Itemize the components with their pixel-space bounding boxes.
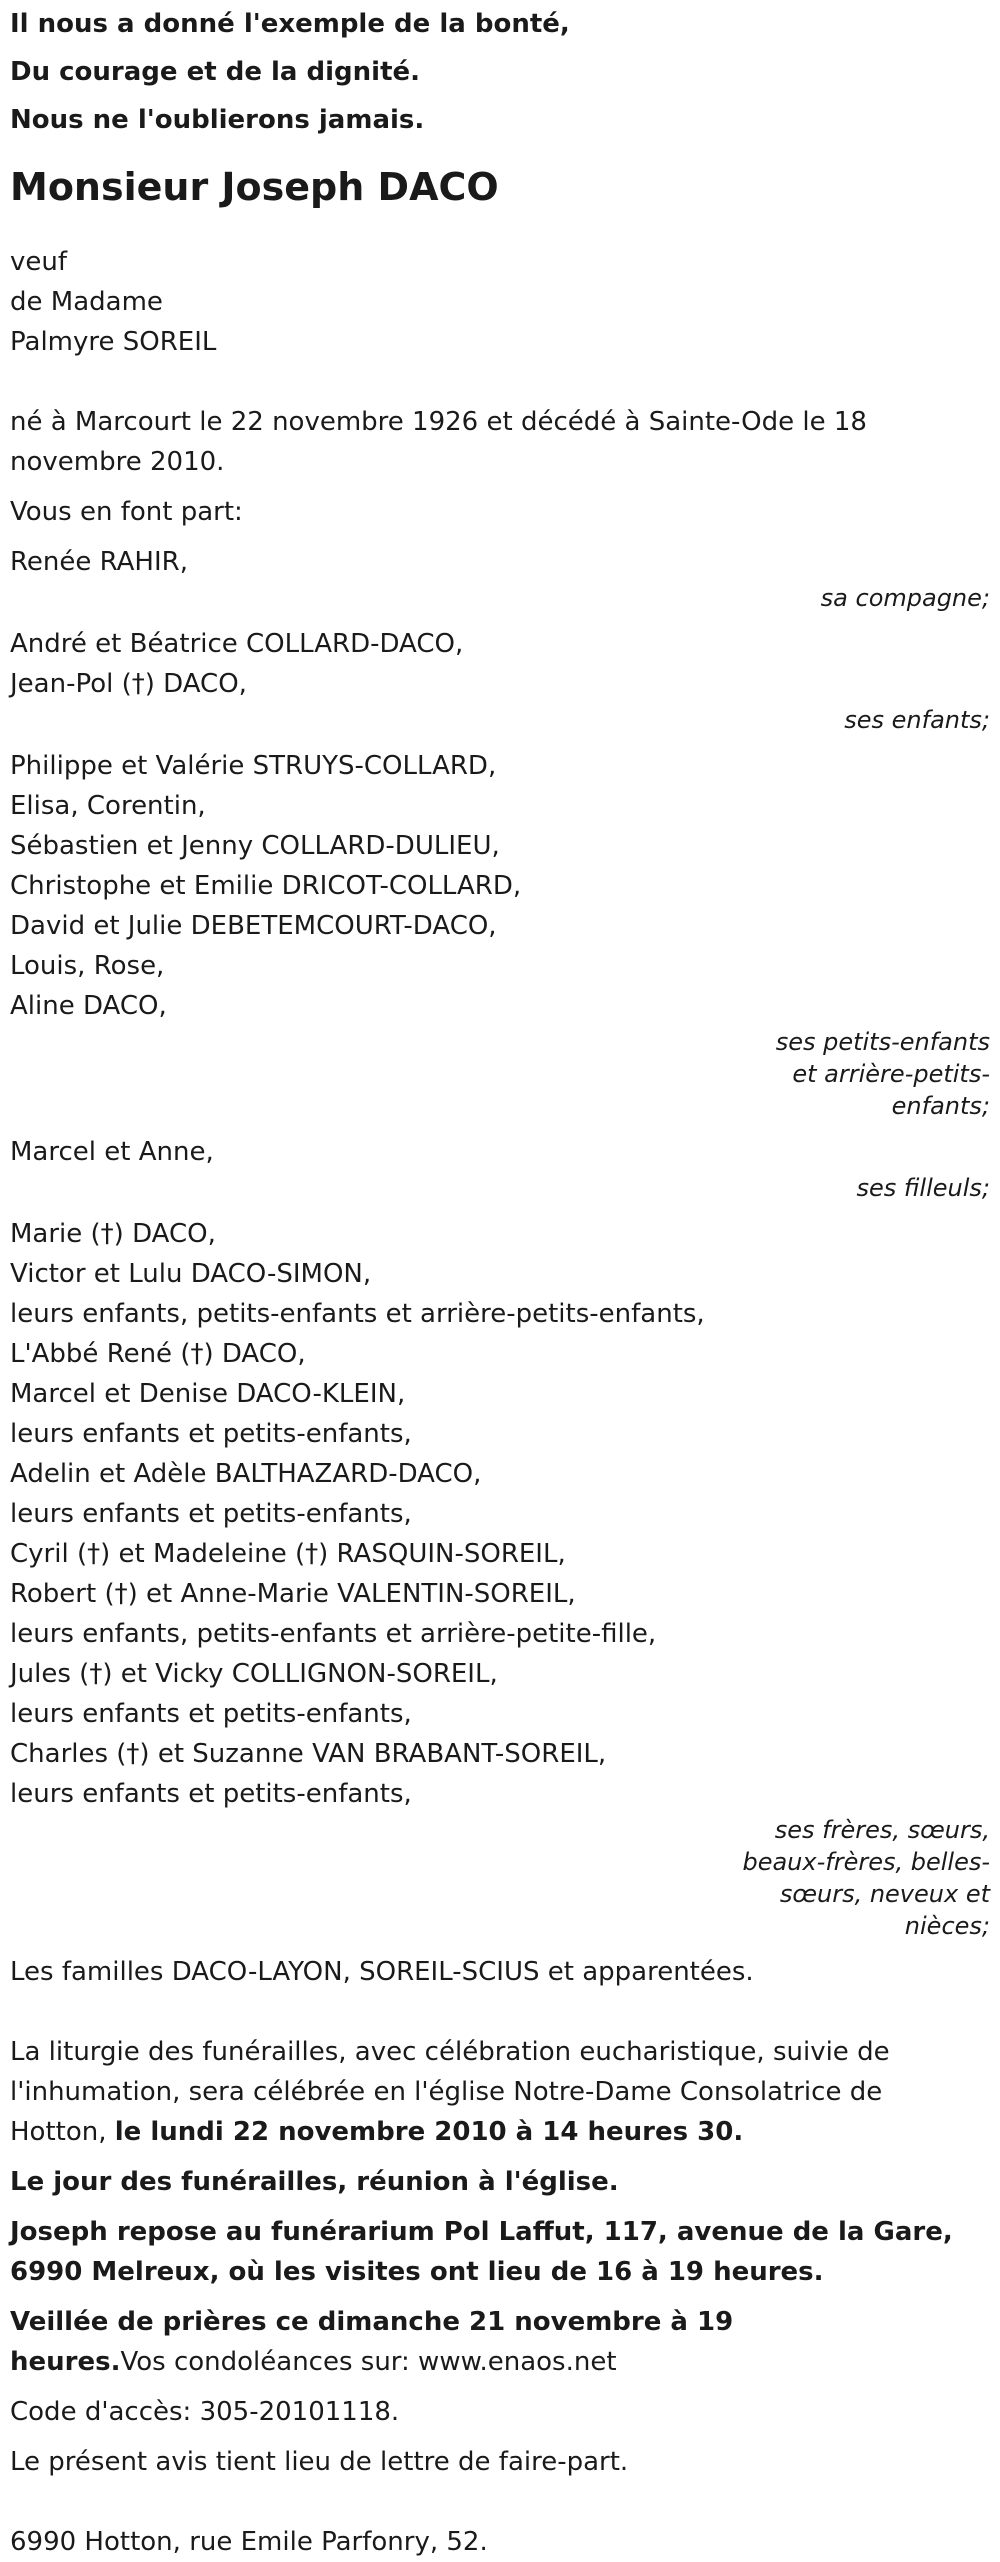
epigraph-line: Il nous a donné l'exemple de la bonté,: [10, 9, 570, 39]
vigil-paragraph: [10, 2302, 890, 2382]
family-group-grandchildren: [10, 746, 990, 1122]
family-role: ses enfants;: [844, 706, 990, 734]
family-group-children: [10, 624, 990, 736]
family-group-siblings: [10, 1214, 990, 1942]
family-role: ses filleuls;: [856, 1174, 990, 1202]
family-line: leurs enfants et petits-enfants,: [10, 1779, 412, 1809]
family-line: Cyril (†) et Madeleine (†) RASQUIN-SOREIL,: [10, 1539, 566, 1569]
spouse-line: Palmyre SOREIL: [10, 327, 217, 357]
vigil-text: Veillée de prières ce dimanche 21 novembre à 19 heures.: [10, 2307, 734, 2377]
birth-death-info: né à Marcourt le 22 novembre 1926 et décédé à Sainte-Ode le 18 novembre 2010.: [10, 407, 867, 477]
family-line: leurs enfants et petits-enfants,: [10, 1499, 412, 1529]
liturgy-text: La liturgie des funérailles, avec célébration eucharistique, suivie de l'inhumation, sera célébrée en l'église Notre-Dame Consolatrice de Hotton,: [10, 2037, 890, 2147]
notice-line: Le présent avis tient lieu de lettre de faire-part.: [10, 2447, 629, 2477]
epigraph-line: Nous ne l'oublierons jamais.: [10, 105, 425, 135]
liturgy-date: le lundi 22 novembre 2010 à 14 heures 30.: [114, 2117, 744, 2147]
family-line: leurs enfants, petits-enfants et arrière-petits-enfants,: [10, 1299, 705, 1329]
family-line: Sébastien et Jenny COLLARD-DULIEU,: [10, 831, 500, 861]
liturgy-paragraph: [10, 2032, 930, 2152]
family-line: Adelin et Adèle BALTHAZARD-DACO,: [10, 1459, 482, 1489]
condolences-text: Vos condoléances sur: www.enaos.net: [120, 2347, 617, 2377]
repose-paragraph: Joseph repose au funérarium Pol Laffut, 117, avenue de la Gare, 6990 Melreux, où les visites ont lieu de 16 à 19 heures.: [10, 2217, 953, 2287]
family-group-godchildren: [10, 1132, 990, 1204]
access-code: Code d'accès: 305-20101118.: [10, 2397, 400, 2427]
family-line: L'Abbé René (†) DACO,: [10, 1339, 306, 1369]
family-role: ses frères, sœurs, beaux-frères, belles-sœurs, neveux et nièces;: [742, 1816, 990, 1940]
family-line: Elisa, Corentin,: [10, 791, 206, 821]
family-line: leurs enfants, petits-enfants et arrière-petite-fille,: [10, 1619, 657, 1649]
family-line: Christophe et Emilie DRICOT-COLLARD,: [10, 871, 522, 901]
deceased-name: Monsieur Joseph DACO: [10, 165, 499, 209]
epigraph-line: Du courage et de la dignité.: [10, 57, 421, 87]
family-line: David et Julie DEBETEMCOURT-DACO,: [10, 911, 497, 941]
announce-heading: Vous en font part:: [10, 497, 243, 527]
family-role: sa compagne;: [820, 584, 990, 612]
family-line: Philippe et Valérie STRUYS-COLLARD,: [10, 751, 497, 781]
address-line: 6990 Hotton, rue Emile Parfonry, 52.: [10, 2527, 488, 2557]
family-line: Marcel et Denise DACO-KLEIN,: [10, 1379, 406, 1409]
family-group-companion: [10, 542, 990, 614]
family-line: Marie (†) DACO,: [10, 1219, 216, 1249]
family-line: André et Béatrice COLLARD-DACO,: [10, 629, 464, 659]
spouse-info: [10, 242, 990, 362]
families-line: Les familles DACO-LAYON, SOREIL-SCIUS et apparentées.: [10, 1957, 754, 1987]
spouse-line: de Madame: [10, 287, 163, 317]
family-line: leurs enfants et petits-enfants,: [10, 1699, 412, 1729]
family-line: Aline DACO,: [10, 991, 167, 1021]
meeting-line: Le jour des funérailles, réunion à l'église.: [10, 2167, 619, 2197]
family-line: Marcel et Anne,: [10, 1137, 214, 1167]
family-role: ses petits-enfants et arrière-petits-enfants;: [775, 1028, 990, 1120]
epigraph: [10, 4, 990, 140]
family-line: Renée RAHIR,: [10, 547, 188, 577]
family-line: Jean-Pol (†) DACO,: [10, 669, 247, 699]
family-line: Victor et Lulu DACO-SIMON,: [10, 1259, 372, 1289]
spouse-line: veuf: [10, 247, 68, 277]
family-line: Robert (†) et Anne-Marie VALENTIN-SOREIL,: [10, 1579, 576, 1609]
family-line: leurs enfants et petits-enfants,: [10, 1419, 412, 1449]
family-line: Charles (†) et Suzanne VAN BRABANT-SOREIL,: [10, 1739, 607, 1769]
family-line: Jules (†) et Vicky COLLIGNON-SOREIL,: [10, 1659, 498, 1689]
family-line: Louis, Rose,: [10, 951, 165, 981]
